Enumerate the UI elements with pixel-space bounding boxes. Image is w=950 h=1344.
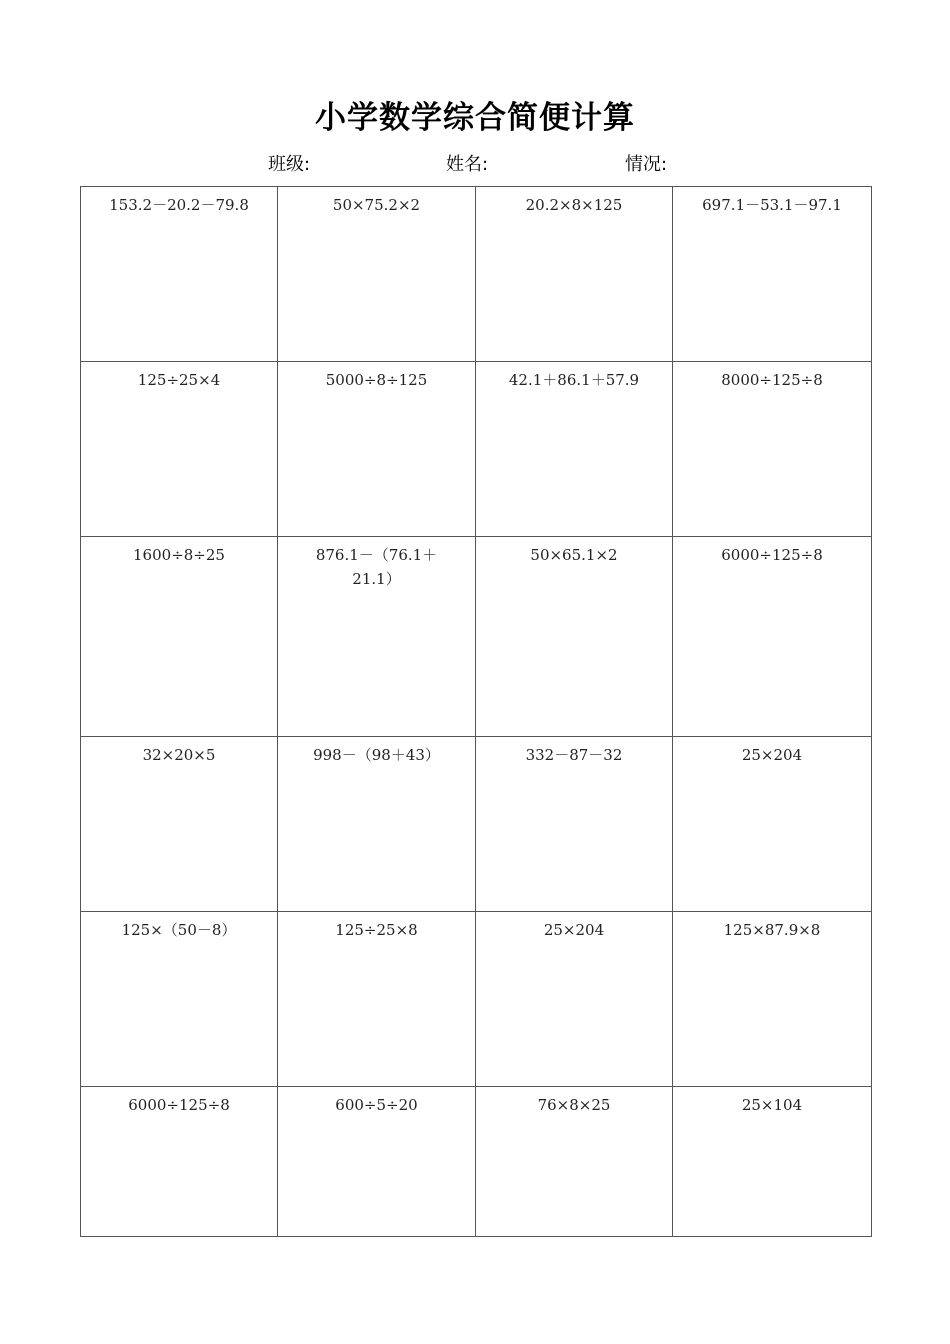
status-label: 情况: [625, 154, 668, 175]
problem-cell: 998－（98＋43） [278, 737, 476, 912]
class-label: 班级: [268, 154, 311, 175]
problem-cell: 125×87.9×8 [673, 912, 872, 1087]
page-title: 小学数学综合简便计算 [315, 100, 635, 136]
problem-cell: 25×104 [673, 1087, 872, 1237]
problem-cell: 125÷25×8 [278, 912, 476, 1087]
problem-cell: 76×8×25 [476, 1087, 673, 1237]
problem-cell: 42.1＋86.1＋57.9 [476, 362, 673, 537]
problem-cell: 5000÷8÷125 [278, 362, 476, 537]
problem-cell: 697.1－53.1－97.1 [673, 187, 872, 362]
problem-cell: 6000÷125÷8 [673, 537, 872, 737]
problem-grid [80, 186, 872, 1237]
problem-cell: 50×75.2×2 [278, 187, 476, 362]
problem-cell: 332－87－32 [476, 737, 673, 912]
problem-row [81, 187, 872, 362]
problem-cell: 153.2－20.2－79.8 [81, 187, 278, 362]
problem-cell: 50×65.1×2 [476, 537, 673, 737]
problem-cell: 8000÷125÷8 [673, 362, 872, 537]
problem-row [81, 737, 872, 912]
problem-cell: 876.1－（76.1＋21.1） [278, 537, 476, 737]
name-label: 姓名: [446, 154, 489, 175]
problem-row [81, 1087, 872, 1237]
problem-cell: 25×204 [476, 912, 673, 1087]
problem-cell: 20.2×8×125 [476, 187, 673, 362]
problem-cell: 25×204 [673, 737, 872, 912]
problem-cell: 125×（50－8） [81, 912, 278, 1087]
problem-cell: 6000÷125÷8 [81, 1087, 278, 1237]
problem-row [81, 362, 872, 537]
problem-cell: 125÷25×4 [81, 362, 278, 537]
problem-cell: 600÷5÷20 [278, 1087, 476, 1237]
problem-row [81, 537, 872, 737]
problem-cell: 1600÷8÷25 [81, 537, 278, 737]
problem-cell: 32×20×5 [81, 737, 278, 912]
problem-row [81, 912, 872, 1087]
